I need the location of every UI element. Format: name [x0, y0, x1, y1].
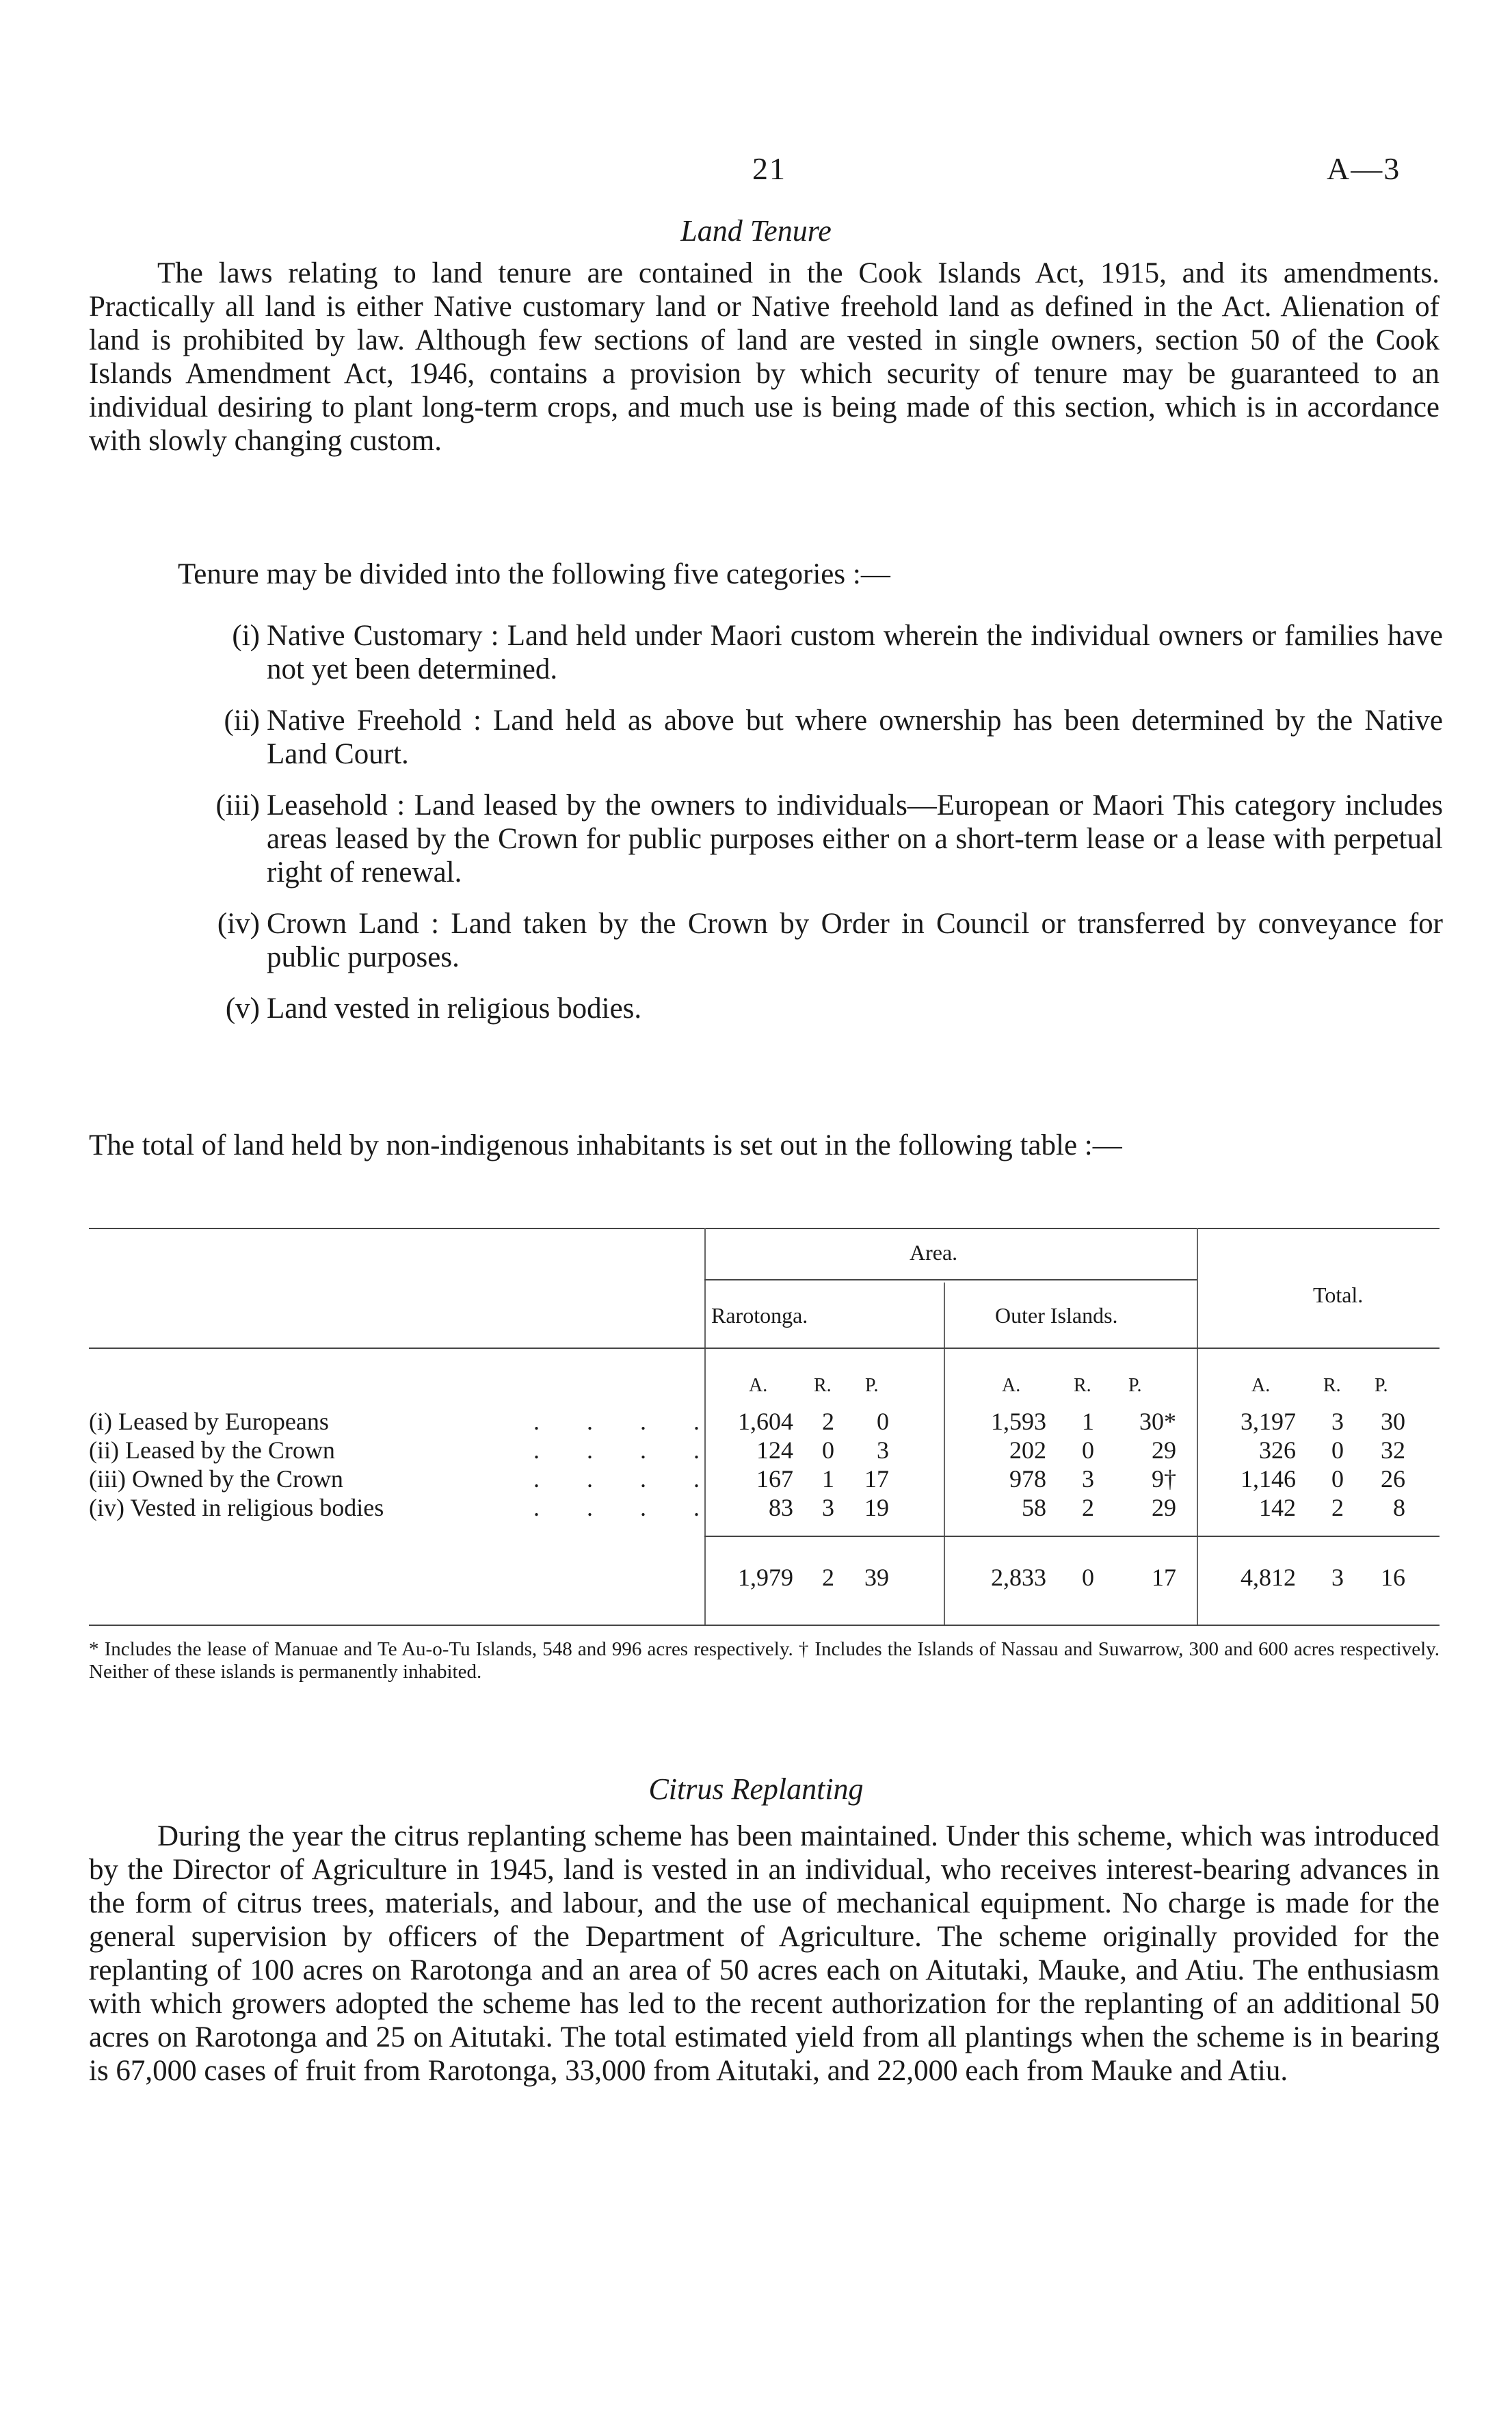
list-item	[171, 789, 1443, 889]
table-top-rule	[89, 1228, 1440, 1229]
table-cell: 3	[877, 1436, 889, 1464]
list-item	[171, 907, 1443, 974]
table-cell: 142	[1259, 1494, 1296, 1521]
category-number: (v)	[225, 993, 260, 1025]
unit-perches: P.	[1375, 1375, 1388, 1396]
unit-acres: A.	[1002, 1375, 1021, 1396]
table-cell: 124	[756, 1436, 793, 1464]
table-cell: 32	[1381, 1436, 1405, 1464]
table-cell: 3	[1082, 1465, 1094, 1493]
table-cell: 1	[822, 1465, 834, 1493]
total-cell: 1,979	[738, 1564, 793, 1591]
category-number: (i)	[232, 620, 260, 652]
column-divider	[1197, 1228, 1198, 1625]
land-holdings-table	[89, 1228, 1440, 1638]
total-cell: 4,812	[1241, 1564, 1296, 1591]
outer-islands-header: Outer Islands.	[995, 1303, 1118, 1328]
categories-lead: Tenure may be divided into the following five categories :—	[178, 558, 890, 590]
total-cell: 39	[864, 1564, 889, 1591]
table-cell: 29	[1152, 1494, 1176, 1521]
unit-acres: A.	[749, 1375, 768, 1396]
total-cell: 0	[1082, 1564, 1094, 1591]
table-cell: 58	[1022, 1494, 1046, 1521]
total-cell: 16	[1381, 1564, 1405, 1591]
table-cell: 0	[1331, 1436, 1344, 1464]
table-cell: 0	[1082, 1436, 1094, 1464]
list-item	[171, 992, 1443, 1025]
tenure-category-list	[171, 619, 1443, 1043]
total-cell: 2	[822, 1564, 834, 1591]
leader-dots: . . . .	[533, 1436, 720, 1464]
land-tenure-heading: Land Tenure	[680, 214, 832, 248]
leader-dots: . . . .	[533, 1465, 720, 1493]
land-tenure-intro: The laws relating to land tenure are contained in the Cook Islands Act, 1915, and its amendments. Practically all land is either Native customary land or Native freehold land as defined in the Act. Alienation of land is prohibited by law. Although few sections of land are vested in single owners, section 50 of the Cook Islands Amendment Act, 1946, contains a provision by which security of tenure may be guaranteed to an individual desiring to plant long-term crops, and much use is being made of this section, which is in accordance with slowly changing custom.	[89, 257, 1440, 457]
table-cell: 0	[1331, 1465, 1344, 1493]
table-cell: 1,146	[1241, 1465, 1296, 1493]
table-cell: 1	[1082, 1408, 1094, 1435]
citrus-replanting-heading: Citrus Replanting	[648, 1772, 864, 1806]
unit-perches: P.	[865, 1375, 879, 1396]
total-cell: 2,833	[991, 1564, 1046, 1591]
unit-roods: R.	[1323, 1375, 1341, 1396]
table-cell: 0	[877, 1408, 889, 1435]
rarotonga-header: Rarotonga.	[711, 1303, 808, 1328]
table-cell: 0	[822, 1436, 834, 1464]
table-cell: 30	[1381, 1408, 1405, 1435]
column-divider	[944, 1283, 945, 1625]
table-cell: 3,197	[1241, 1408, 1296, 1435]
unit-acres: A.	[1251, 1375, 1271, 1396]
table-bottom-rule	[89, 1625, 1440, 1626]
category-description: Land held as above but where ownership has been determined by the Native Land Court.	[267, 705, 1443, 770]
category-description: Land leased by the owners to individuals—European or Maori This category includes areas leased by the Crown for public purposes either on a short-term lease or a lease with perpetual right of renewal.	[267, 789, 1444, 889]
table-cell: 2	[1082, 1494, 1094, 1521]
table-cell: 1,593	[991, 1408, 1046, 1435]
category-description: Land taken by the Crown by Order in Council or transferred by conveyance for public purposes.	[267, 908, 1444, 973]
row-label: (ii) Leased by the Crown	[89, 1436, 335, 1464]
table-cell: 202	[1009, 1436, 1046, 1464]
row-label: (iii) Owned by the Crown	[89, 1465, 343, 1493]
table-cell: 3	[1331, 1408, 1344, 1435]
leader-dots: . . . .	[533, 1494, 720, 1521]
area-header: Area.	[910, 1240, 958, 1265]
list-item	[171, 619, 1443, 686]
category-name: Crown Land :	[267, 908, 440, 940]
table-cell: 8	[1393, 1494, 1405, 1521]
category-number: (ii)	[224, 705, 260, 737]
category-name: Native Customary :	[267, 620, 499, 652]
page-number: 21	[752, 151, 786, 186]
total-cell: 17	[1152, 1564, 1176, 1591]
document-reference: A—3	[1327, 151, 1401, 186]
category-name: Leasehold :	[267, 789, 406, 822]
table-footnote: * Includes the lease of Manuae and Te Au-o-Tu Islands, 548 and 996 acres respectively. † Includes the Islands of Nassau and Suwarrow, 300 and 600 acres respectively. Neither of these islands is permanently inhabited.	[89, 1638, 1440, 1683]
unit-roods: R.	[1074, 1375, 1091, 1396]
leader-dots: . . . .	[533, 1408, 720, 1435]
table-cell: 2	[822, 1408, 834, 1435]
page-header	[0, 150, 1512, 192]
table-cell: 167	[756, 1465, 793, 1493]
table-cell: 2	[1331, 1494, 1344, 1521]
table-cell: 17	[864, 1465, 889, 1493]
table-cell: 83	[769, 1494, 793, 1521]
category-name: Land vested in religious bodies.	[267, 993, 642, 1025]
category-number: (iii)	[215, 789, 260, 822]
table-cell: 1,604	[738, 1408, 793, 1435]
total-cell: 3	[1331, 1564, 1344, 1591]
table-lead: The total of land held by non-indigenous inhabitants is set out in the following table :—	[89, 1129, 1122, 1161]
row-label: (iv) Vested in religious bodies	[89, 1494, 384, 1521]
table-cell: 30*	[1139, 1408, 1176, 1435]
area-header-rule	[704, 1279, 1197, 1280]
table-cell: 3	[822, 1494, 834, 1521]
category-name: Native Freehold :	[267, 705, 481, 737]
list-item	[171, 704, 1443, 771]
table-cell: 29	[1152, 1436, 1176, 1464]
citrus-replanting-body: During the year the citrus replanting scheme has been maintained. Under this scheme, which was introduced by the Director of Agriculture in 1945, land is vested in an individual, who receives interest-bearing advances in the form of citrus trees, materials, and labour, and the use of mechanical equipment. No charge is made for the general supervision by officers of the Department of Agriculture. The scheme originally provided for the replanting of 100 acres on Rarotonga and an area of 50 acres each on Aitutaki, Mauke, and Atiu. The enthusiasm with which growers adopted the scheme has led to the recent authorization for the replanting of an additional 50 acres on Rarotonga and 25 on Aitutaki. The total estimated yield from all plantings when the scheme is in bearing is 67,000 cases of fruit from Rarotonga, 33,000 from Aitutaki, and 22,000 each from Mauke and Atiu.	[89, 1820, 1440, 2087]
category-number: (iv)	[217, 908, 260, 940]
table-cell: 26	[1381, 1465, 1405, 1493]
table-cell: 19	[864, 1494, 889, 1521]
unit-perches: P.	[1128, 1375, 1142, 1396]
unit-roods: R.	[814, 1375, 832, 1396]
row-label: (i) Leased by Europeans	[89, 1408, 329, 1435]
header-bottom-rule	[89, 1348, 1440, 1349]
table-cell: 9†	[1152, 1465, 1176, 1493]
total-header: Total.	[1313, 1283, 1364, 1307]
table-cell: 326	[1259, 1436, 1296, 1464]
totals-rule	[704, 1536, 1440, 1537]
table-cell: 978	[1009, 1465, 1046, 1493]
category-description: Land held under Maori custom wherein the individual owners or families have not yet been determined.	[267, 620, 1444, 685]
